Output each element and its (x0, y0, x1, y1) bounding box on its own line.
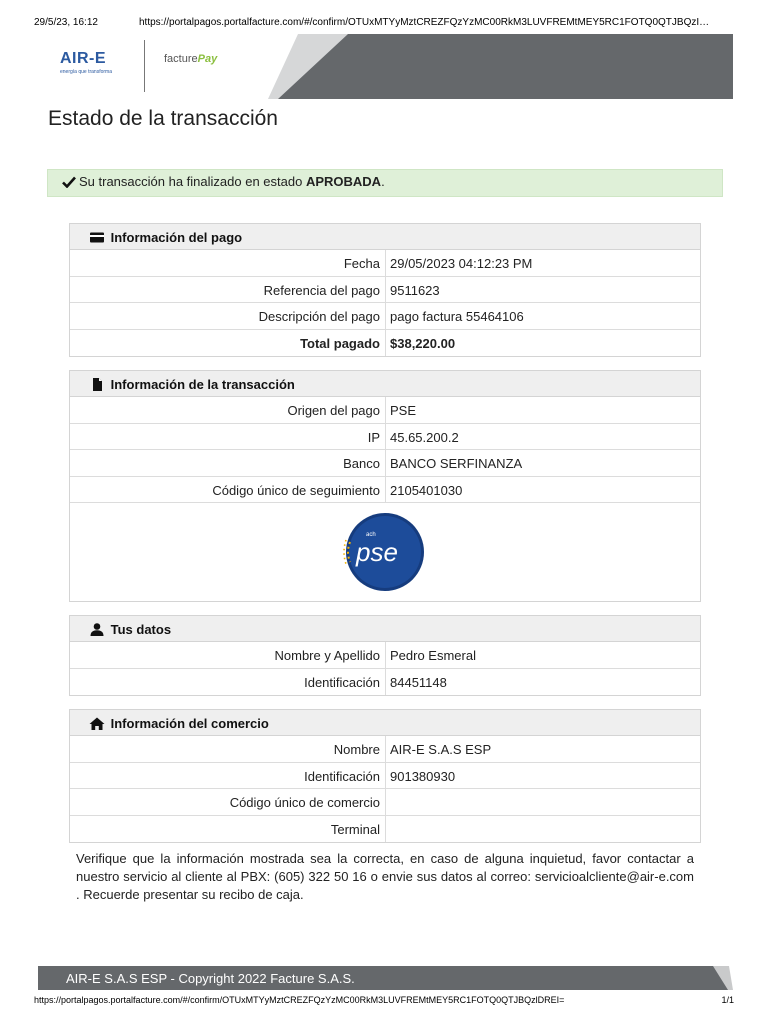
table-row (70, 816, 700, 843)
row-label: Identificación (70, 669, 386, 696)
alert-suffix: . (381, 174, 385, 189)
row-label: Identificación (70, 763, 386, 789)
table-row (70, 424, 700, 451)
credit-card-icon (89, 231, 105, 244)
page-number: 1/1 (721, 995, 734, 1005)
row-label: Origen del pago (70, 397, 386, 423)
pse-logo-row (70, 503, 700, 601)
total-row (70, 330, 700, 357)
table-row (70, 736, 700, 763)
transaction-info-panel (69, 370, 701, 602)
print-date: 29/5/23, 16:12 (34, 17, 98, 28)
row-value (386, 789, 700, 815)
print-footer (34, 995, 734, 1007)
user-info-panel (69, 615, 701, 696)
row-label: Banco (70, 450, 386, 476)
table-row (70, 450, 700, 477)
table-row (70, 397, 700, 424)
home-icon (89, 717, 105, 730)
pse-logo-text: pse (356, 537, 398, 567)
row-label: Referencia del pago (70, 277, 386, 303)
aire-logo-text: AIR-E (60, 50, 107, 67)
facturepay-logo (164, 53, 217, 65)
user-info-header (70, 616, 700, 642)
table-row (70, 477, 700, 504)
pse-logo (342, 512, 428, 592)
row-value: BANCO SERFINANZA (390, 456, 523, 471)
footer-accent (693, 966, 733, 990)
row-value: PSE (390, 403, 417, 418)
row-label: Código único de comercio (70, 789, 386, 815)
row-value: pago factura 55464106 (390, 309, 524, 324)
row-value: Pedro Esmeral (390, 648, 476, 663)
row-value: 2105401030 (390, 482, 463, 498)
check-icon (62, 176, 76, 188)
row-value: 9511623 (390, 282, 440, 298)
aire-logo-tagline: energía que transforma (60, 69, 112, 75)
row-label: Terminal (70, 816, 386, 843)
alert-status: APROBADA (305, 174, 382, 189)
row-value: 84451148 (390, 674, 447, 690)
payment-info-title: Información del pago (110, 230, 243, 245)
page-title: Estado de la transacción (48, 107, 278, 130)
row-label: Total pagado (70, 330, 386, 357)
merchant-info-header (70, 710, 700, 736)
payment-info-header (70, 224, 700, 250)
support-footnote: Verifique que la información mostrada sea la correcta, en caso de alguna inquietud, favor contactar a nuestro servicio al cliente al PBX: (605) 322 50 16 o envie sus datos al correo: servicioalcliente@air-e.com . Recuerde presentar su recibo de caja. (76, 851, 694, 902)
total-value: $38,220.00 (390, 335, 456, 351)
table-row (70, 642, 700, 669)
pse-logo-small: ach (366, 532, 376, 538)
success-alert (47, 169, 723, 197)
row-label: Descripción del pago (70, 303, 386, 329)
transaction-info-header (70, 371, 700, 397)
table-row (70, 669, 700, 696)
merchant-info-panel (69, 709, 701, 843)
transaction-info-title: Información de la transacción (110, 377, 295, 392)
facture-text: facture (164, 53, 198, 65)
row-value: AIR-E S.A.S ESP (390, 742, 492, 757)
table-row (70, 277, 700, 304)
table-row (70, 789, 700, 816)
table-row (70, 303, 700, 330)
footer-bar (38, 966, 733, 990)
merchant-info-title: Información del comercio (110, 716, 269, 731)
payment-info-panel (69, 223, 701, 357)
print-footer-url: https://portalpagos.portalfacture.com/#/confirm/OTUxMTYyMztCREZFQzYzMC00RkM3LUVFREMtMEY5RC1FOTQ0QTJBQzlDREI= (34, 995, 565, 1005)
print-header (34, 17, 734, 31)
row-label: Fecha (70, 250, 386, 276)
logo-divider (144, 40, 145, 92)
user-icon (89, 623, 105, 636)
row-value: 901380930 (390, 768, 456, 784)
row-value: 29/05/2023 04:12:23 PM (390, 256, 533, 271)
row-value: 45.65.200.2 (390, 429, 459, 445)
row-label: Nombre y Apellido (70, 642, 386, 668)
row-label: IP (70, 424, 386, 450)
print-url: https://portalpagos.portalfacture.com/#/confirm/OTUxMTYyMztCREZFQzYzMC00RkM3LUVFREMtMEY5RC1FOTQ0QTJBQzI… (139, 17, 710, 28)
table-row (70, 250, 700, 277)
aire-logo (60, 50, 120, 80)
alert-prefix: Su transacción ha finalizado en estado (79, 174, 306, 189)
user-info-title: Tus datos (110, 622, 172, 637)
footer-copyright: AIR-E S.A.S ESP - Copyright 2022 Facture S.A.S. (66, 971, 355, 986)
pay-text: Pay (197, 53, 218, 65)
header-banner (38, 34, 733, 99)
row-label: Código único de seguimiento (70, 477, 386, 503)
row-label: Nombre (70, 736, 386, 762)
file-icon (89, 378, 105, 391)
table-row (70, 763, 700, 790)
row-value (386, 816, 700, 843)
